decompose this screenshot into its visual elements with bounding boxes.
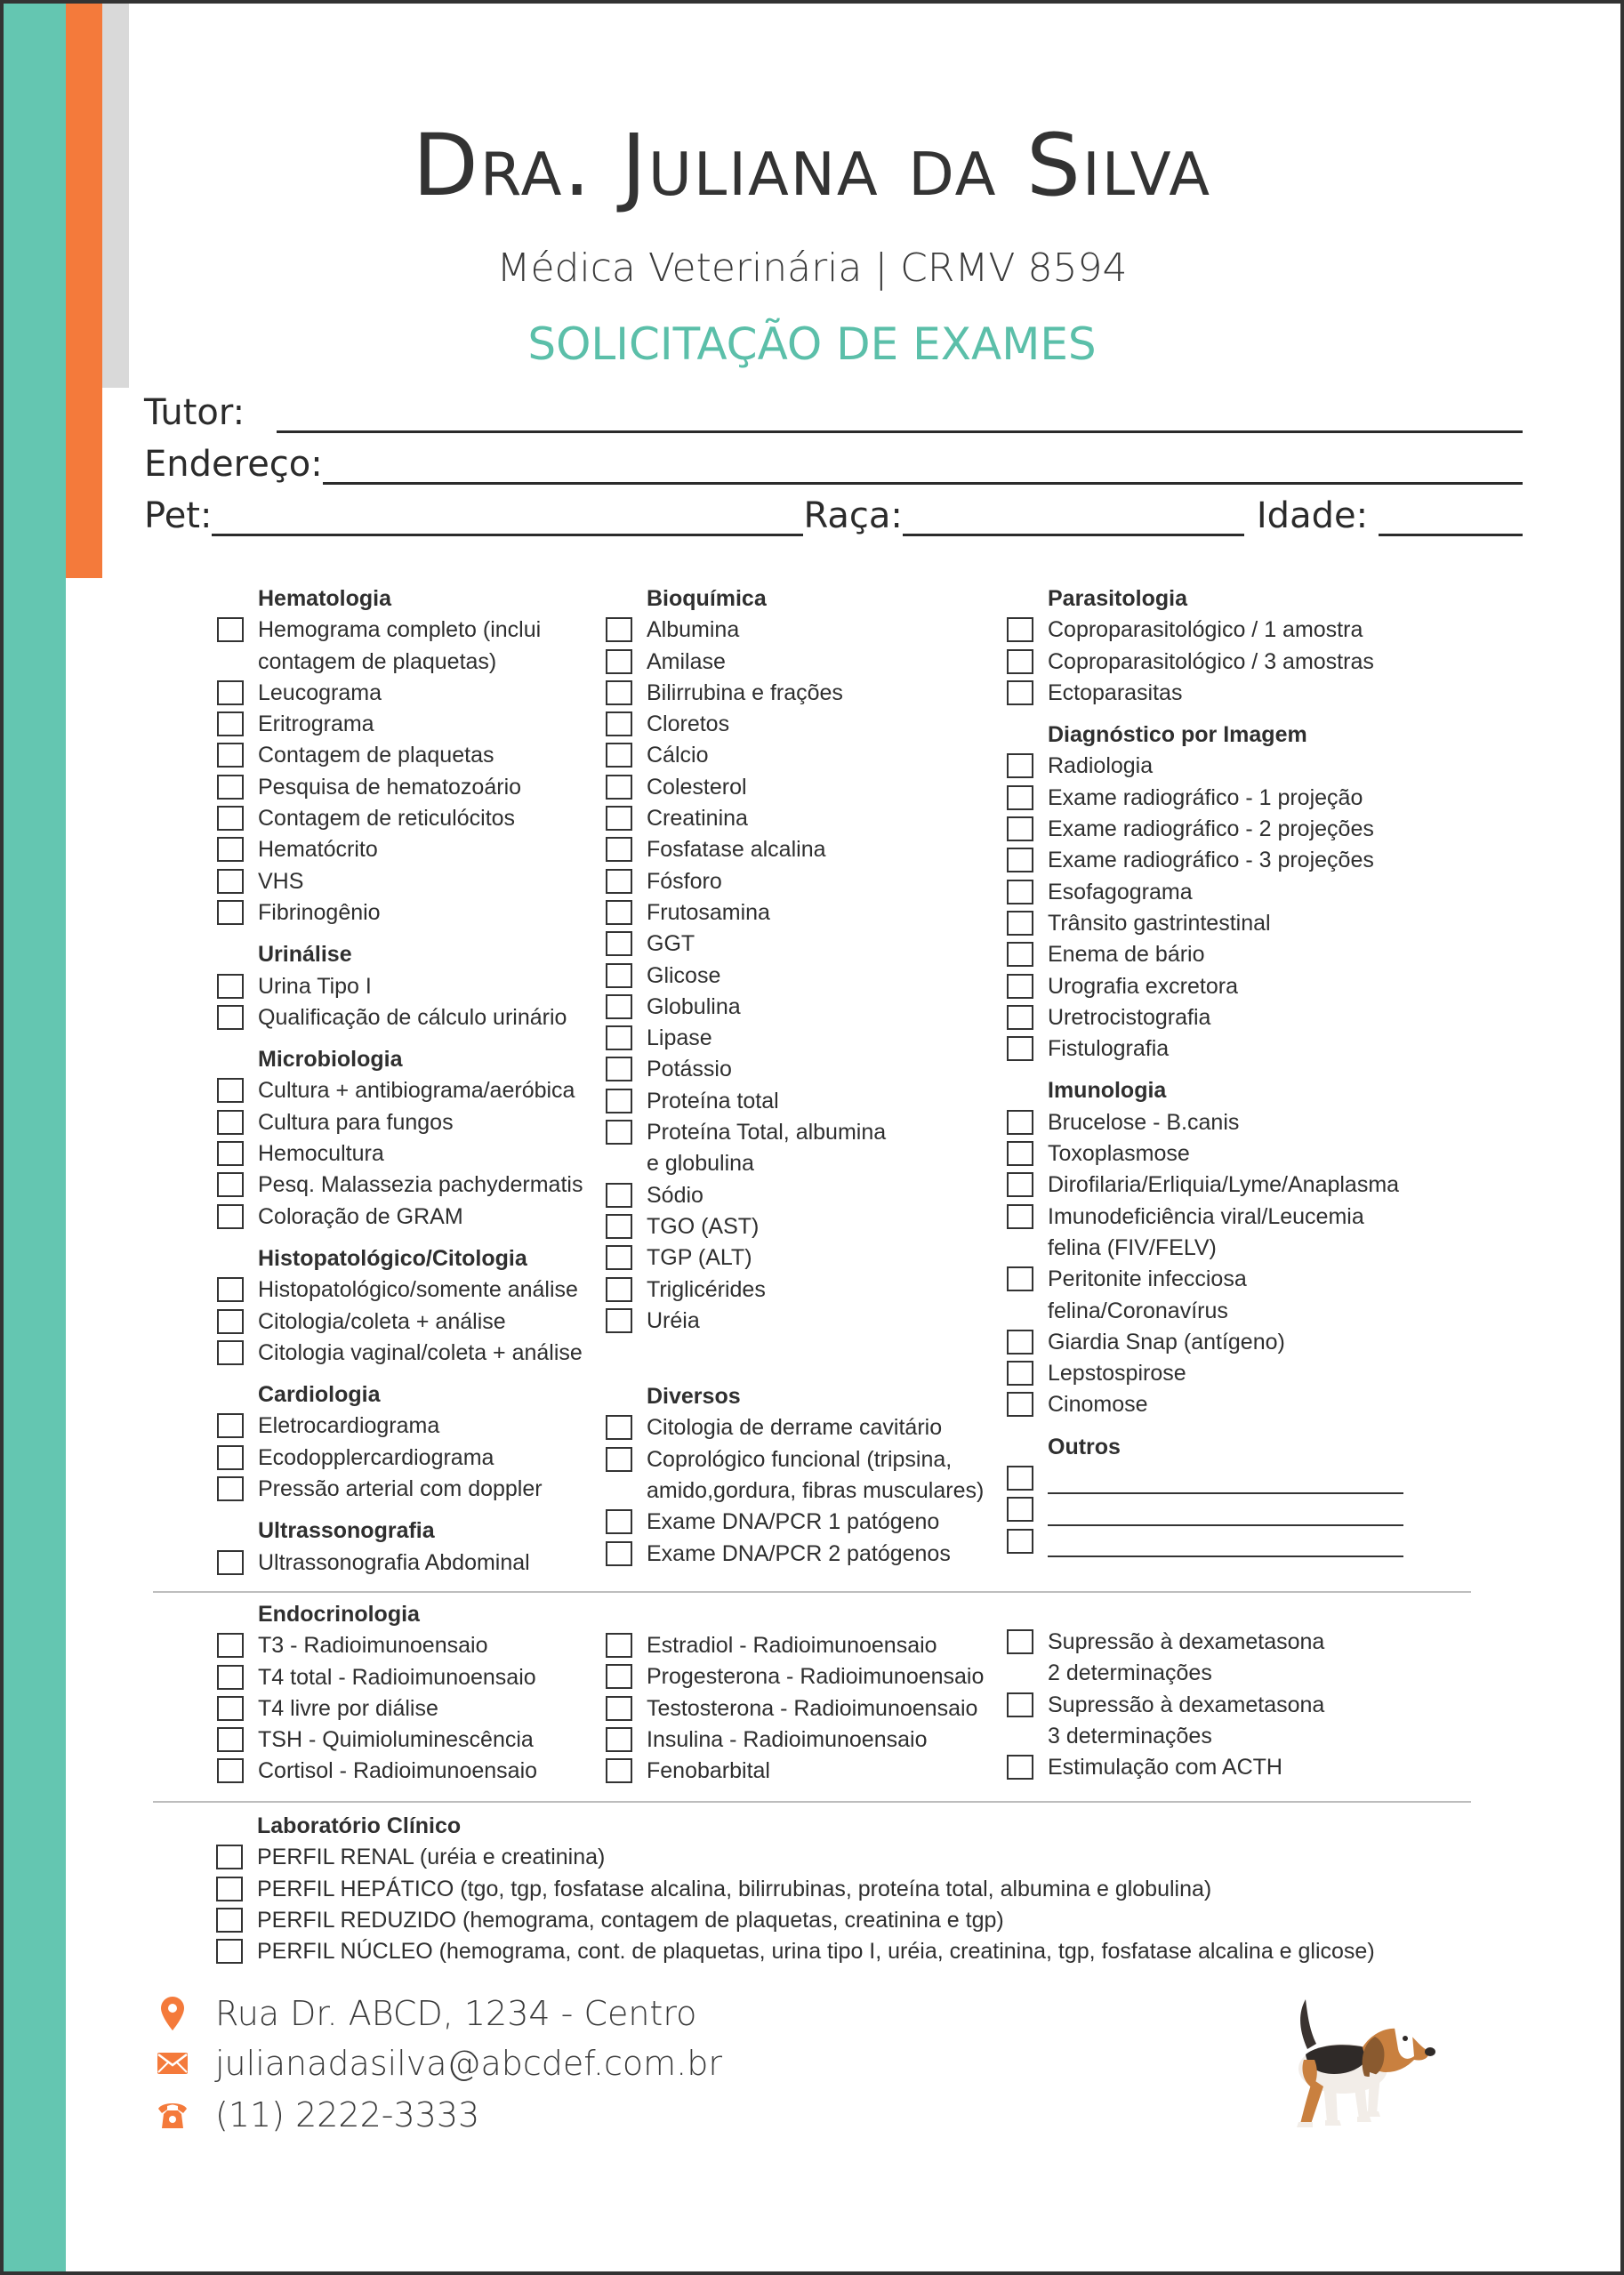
checkbox[interactable] xyxy=(606,711,632,736)
checklist-item: Imunodeficiência viral/Leucemia xyxy=(1007,1202,1469,1233)
column-3 xyxy=(1007,583,1469,1557)
checkbox[interactable] xyxy=(606,1509,632,1534)
checkbox[interactable] xyxy=(1007,1266,1033,1291)
column-1 xyxy=(217,583,599,1579)
checkbox[interactable] xyxy=(1007,680,1033,705)
checklist-item: Colesterol xyxy=(606,772,997,803)
checklist-item: Glicose xyxy=(606,961,997,992)
checklist-item: Hemocultura xyxy=(217,1138,599,1170)
checkbox[interactable] xyxy=(606,931,632,956)
blank-line[interactable] xyxy=(1048,1531,1403,1557)
checkbox[interactable] xyxy=(606,837,632,862)
checklist-item: Fibrinogênio xyxy=(217,897,599,928)
doctor-credentials: Médica Veterinária | CRMV 8594 xyxy=(496,245,1128,291)
checkbox[interactable] xyxy=(606,1057,632,1081)
checklist-item: Exame DNA/PCR 2 patógenos xyxy=(606,1539,997,1570)
checklist-item: Uréia xyxy=(606,1306,997,1337)
checkbox[interactable] xyxy=(1007,1005,1033,1030)
checklist-item: Hematócrito xyxy=(217,834,599,865)
checklist-item: Histopatológico/somente análise xyxy=(217,1274,599,1306)
checkbox[interactable] xyxy=(217,1309,244,1334)
location-pin-icon xyxy=(157,1996,189,2031)
section-title: Diversos xyxy=(647,1384,741,1410)
checklist-item: Citologia/coleta + análise xyxy=(217,1306,599,1338)
checklist-item: Progesterona - Radioimunoensaio xyxy=(606,1661,997,1692)
checkbox[interactable] xyxy=(217,1633,244,1658)
checkbox[interactable] xyxy=(606,1089,632,1113)
checkbox[interactable] xyxy=(217,900,244,925)
checkbox[interactable] xyxy=(606,869,632,894)
checklist-item-continued: e globulina xyxy=(647,1151,754,1177)
address-field xyxy=(144,443,1523,485)
checklist-item: PERFIL REDUZIDO (hemograma, contagem de plaquetas, creatinina e tgp) xyxy=(216,1905,1515,1936)
checklist-item: Albumina xyxy=(606,615,997,646)
checklist-item: PERFIL RENAL (uréia e creatinina) xyxy=(216,1842,1515,1873)
phone-text[interactable]: (11) 2222-3333 xyxy=(215,2095,480,2134)
checklist-item: Citologia vaginal/coleta + análise xyxy=(217,1338,599,1369)
checklist-item: Dirofilaria/Erliquia/Lyme/Anaplasma xyxy=(1007,1170,1469,1201)
checklist-item: Peritonite infecciosa xyxy=(1007,1264,1469,1295)
teal-side-bar xyxy=(4,4,66,2271)
doctor-name: Dra. Juliana da Silva xyxy=(412,116,1212,215)
other-blank-item xyxy=(1007,1494,1469,1525)
checkbox[interactable] xyxy=(606,1541,632,1566)
checkbox[interactable] xyxy=(606,775,632,800)
checkbox[interactable] xyxy=(217,1172,244,1197)
checkbox[interactable] xyxy=(1007,880,1033,904)
checkbox[interactable] xyxy=(217,1110,244,1135)
checkbox[interactable] xyxy=(217,1696,244,1721)
checklist-item: Fosfatase alcalina xyxy=(606,834,997,865)
checklist-item: Globulina xyxy=(606,992,997,1023)
section-title: Ultrassonografia xyxy=(258,1518,435,1544)
checklist-item: Esofagograma xyxy=(1007,877,1469,908)
checklist-item: Toxoplasmose xyxy=(1007,1138,1469,1170)
blank-line[interactable] xyxy=(1048,1499,1403,1526)
checklist-item: TGP (ALT) xyxy=(606,1242,997,1274)
checkbox[interactable] xyxy=(1007,816,1033,841)
checklist-item: Cloretos xyxy=(606,709,997,740)
checkbox[interactable] xyxy=(217,1141,244,1166)
checklist-item: Insulina - Radioimunoensaio xyxy=(606,1724,997,1756)
form-heading: SOLICITAÇÃO DE EXAMES xyxy=(527,318,1097,370)
checklist-item: TSH - Quimioluminescência xyxy=(217,1724,599,1756)
checkbox[interactable] xyxy=(216,1845,243,1869)
endocrinology-col-1 xyxy=(217,1599,599,1788)
checkbox[interactable] xyxy=(606,1183,632,1208)
checkbox[interactable] xyxy=(217,837,244,862)
checklist-item: Sódio xyxy=(606,1180,997,1211)
checkbox[interactable] xyxy=(606,1664,632,1689)
checklist-item-continued: felina/Coronavírus xyxy=(1048,1298,1228,1323)
checkbox[interactable] xyxy=(217,1758,244,1783)
contact-email xyxy=(157,2044,722,2083)
checklist-item-continued: 3 determinações xyxy=(1048,1723,1212,1748)
checkbox[interactable] xyxy=(606,1696,632,1721)
checklist-item: Proteína total xyxy=(606,1086,997,1117)
address-label: Endereço: xyxy=(144,444,323,485)
checklist-item: Pressão arterial com doppler xyxy=(217,1474,599,1505)
checklist-item: Fenobarbital xyxy=(606,1756,997,1787)
checklist-item: Qualificação de cálculo urinário xyxy=(217,1002,599,1033)
tutor-label: Tutor: xyxy=(144,392,245,433)
column-2 xyxy=(606,583,997,1570)
checklist-item: Fistulografia xyxy=(1007,1033,1469,1065)
checklist-item: Exame radiográfico - 2 projeções xyxy=(1007,814,1469,845)
checklist-item: Estradiol - Radioimunoensaio xyxy=(606,1630,997,1661)
section-title: Laboratório Clínico xyxy=(257,1813,462,1838)
checklist-item: Contagem de reticulócitos xyxy=(217,803,599,834)
checklist-item: Triglicérides xyxy=(606,1274,997,1306)
checkbox[interactable] xyxy=(217,1078,244,1103)
checklist-item-continued: contagem de plaquetas) xyxy=(258,648,497,674)
checkbox[interactable] xyxy=(1007,1529,1033,1554)
checklist-item: Exame radiográfico - 3 projeções xyxy=(1007,845,1469,876)
checklist-item: Trânsito gastrintestinal xyxy=(1007,908,1469,939)
checkbox[interactable] xyxy=(606,1415,632,1440)
checklist-item: Cortisol - Radioimunoensaio xyxy=(217,1756,599,1787)
checklist-item: Cultura para fungos xyxy=(217,1107,599,1138)
checkbox[interactable] xyxy=(606,1727,632,1752)
checkbox[interactable] xyxy=(606,1308,632,1333)
checklist-item: Uretrocistografia xyxy=(1007,1002,1469,1033)
checklist-item: GGT xyxy=(606,928,997,960)
section-title: Outros xyxy=(1048,1434,1121,1459)
checklist-item: Exame DNA/PCR 1 patógeno xyxy=(606,1507,997,1538)
endocrinology-col-2 xyxy=(606,1630,997,1787)
checklist-item: Enema de bário xyxy=(1007,939,1469,970)
checkbox[interactable] xyxy=(606,1277,632,1302)
checkbox[interactable] xyxy=(217,711,244,736)
pet-line[interactable] xyxy=(212,494,803,536)
checklist-item: Amilase xyxy=(606,647,997,678)
checkbox[interactable] xyxy=(217,1005,244,1030)
checklist-item: T4 livre por diálise xyxy=(217,1693,599,1724)
tutor-line[interactable] xyxy=(277,391,1523,433)
checkbox[interactable] xyxy=(1007,1204,1033,1229)
age-line[interactable] xyxy=(1379,494,1523,536)
checkbox[interactable] xyxy=(1007,942,1033,967)
contact-phone xyxy=(157,2095,479,2134)
checkbox[interactable] xyxy=(216,1939,243,1964)
checkbox[interactable] xyxy=(1007,974,1033,999)
checklist-item: VHS xyxy=(217,866,599,897)
checkbox[interactable] xyxy=(1007,1361,1033,1386)
checkbox[interactable] xyxy=(606,1214,632,1239)
section-title: Imunologia xyxy=(1048,1078,1167,1104)
checklist-item: Giardia Snap (antígeno) xyxy=(1007,1327,1469,1358)
address-line[interactable] xyxy=(323,443,1523,485)
checklist-item: Cinomose xyxy=(1007,1389,1469,1420)
checkbox[interactable] xyxy=(1007,649,1033,674)
checkbox[interactable] xyxy=(1007,1692,1033,1717)
checkbox[interactable] xyxy=(606,1245,632,1270)
checklist-item: Proteína Total, albumina xyxy=(606,1117,997,1148)
checklist-item: Creatinina xyxy=(606,803,997,834)
checklist-item: Coloração de GRAM xyxy=(217,1202,599,1233)
checkbox[interactable] xyxy=(606,1025,632,1050)
checkbox[interactable] xyxy=(217,1445,244,1470)
checkbox[interactable] xyxy=(606,1633,632,1658)
checklist-item: Potássio xyxy=(606,1054,997,1085)
checkbox[interactable] xyxy=(217,1727,244,1752)
section-title: Histopatológico/Citologia xyxy=(258,1245,527,1271)
checkbox[interactable] xyxy=(1007,1497,1033,1522)
checkbox[interactable] xyxy=(1007,1036,1033,1061)
checkbox[interactable] xyxy=(1007,785,1033,810)
checkbox[interactable] xyxy=(1007,848,1033,872)
checklist-item: Brucelose - B.canis xyxy=(1007,1107,1469,1138)
checkbox[interactable] xyxy=(1007,911,1033,936)
checklist-item: Coproparasitológico / 3 amostras xyxy=(1007,647,1469,678)
checklist-item: Cultura + antibiograma/aeróbica xyxy=(217,1075,599,1106)
checklist-item: Eritrograma xyxy=(217,709,599,740)
checklist-item-continued: amido,gordura, fibras musculares) xyxy=(647,1478,985,1504)
section-title: Parasitologia xyxy=(1048,586,1187,611)
checkbox[interactable] xyxy=(606,1447,632,1472)
checkbox[interactable] xyxy=(1007,617,1033,642)
phone-icon xyxy=(157,2097,189,2133)
checklist-item: Urina Tipo I xyxy=(217,971,599,1002)
checkbox[interactable] xyxy=(217,1413,244,1438)
checklist-item: Pesquisa de hematozoário xyxy=(217,772,599,803)
checklist-item: Coproparasitológico / 1 amostra xyxy=(1007,615,1469,646)
checkbox[interactable] xyxy=(217,806,244,831)
checklist-item: Leucograma xyxy=(217,678,599,709)
checkbox[interactable] xyxy=(606,1758,632,1783)
checkbox[interactable] xyxy=(217,680,244,705)
breed-line[interactable] xyxy=(903,494,1244,536)
checkbox[interactable] xyxy=(1007,1330,1033,1355)
checkbox[interactable] xyxy=(217,1665,244,1690)
checklist-item: Fósforo xyxy=(606,866,997,897)
checkbox[interactable] xyxy=(1007,1466,1033,1491)
checkbox[interactable] xyxy=(1007,753,1033,778)
checkbox[interactable] xyxy=(1007,1172,1033,1197)
pet-field xyxy=(144,494,1523,536)
checklist-item: PERFIL NÚCLEO (hemograma, cont. de plaquetas, urina tipo I, uréia, creatinina, tgp, fosfatase alcalina e glicose) xyxy=(216,1936,1515,1967)
divider xyxy=(153,1801,1471,1803)
other-blank-item xyxy=(1007,1526,1469,1557)
checklist-item: T3 - Radioimunoensaio xyxy=(217,1630,599,1661)
orange-side-bar xyxy=(66,4,102,578)
section-title: Hematologia xyxy=(258,586,392,611)
endocrinology-col-3 xyxy=(1007,1627,1469,1783)
age-label: Idade: xyxy=(1256,495,1369,536)
checklist-item: Ectoparasitas xyxy=(1007,678,1469,709)
breed-label: Raça: xyxy=(803,495,903,536)
section-title: Cardiologia xyxy=(258,1382,381,1408)
checkbox[interactable] xyxy=(217,1204,244,1229)
checklist-item-continued: 2 determinações xyxy=(1048,1660,1212,1686)
checkbox[interactable] xyxy=(606,649,632,674)
checkbox[interactable] xyxy=(606,680,632,705)
address-text: Rua Dr. ABCD, 1234 - Centro xyxy=(215,1994,697,2033)
blank-line[interactable] xyxy=(1048,1467,1403,1494)
checklist-item: Eletrocardiograma xyxy=(217,1411,599,1442)
checklist-item: PERFIL HEPÁTICO (tgo, tgp, fosfatase alcalina, bilirrubinas, proteína total, albumina e globulina) xyxy=(216,1874,1515,1905)
checkbox[interactable] xyxy=(1007,1629,1033,1654)
envelope-icon xyxy=(157,2046,189,2081)
checkbox[interactable] xyxy=(217,1476,244,1501)
checklist-item: Cálcio xyxy=(606,740,997,771)
tutor-field xyxy=(144,391,1523,433)
checkbox[interactable] xyxy=(1007,1141,1033,1166)
checklist-item: Coprológico funcional (tripsina, xyxy=(606,1444,997,1475)
checkbox[interactable] xyxy=(1007,1110,1033,1135)
checklist-item: Frutosamina xyxy=(606,897,997,928)
checkbox[interactable] xyxy=(217,1340,244,1365)
section-title: Microbiologia xyxy=(258,1047,403,1073)
checklist-item: Ultrassonografia Abdominal xyxy=(217,1547,599,1579)
checklist-item: T4 total - Radioimunoensaio xyxy=(217,1662,599,1693)
checklist-item: Lepstospirose xyxy=(1007,1358,1469,1389)
checklist-item: Ecodopplercardiograma xyxy=(217,1443,599,1474)
clinical-lab-section xyxy=(216,1811,1515,1967)
checkbox[interactable] xyxy=(216,1908,243,1933)
section-title: Bioquímica xyxy=(647,586,767,611)
checklist-item: Lipase xyxy=(606,1023,997,1054)
checkbox[interactable] xyxy=(1007,1392,1033,1417)
checklist-item: Contagem de plaquetas xyxy=(217,740,599,771)
checklist-item: Testosterona - Radioimunoensaio xyxy=(606,1693,997,1724)
checklist-item: Estimulação com ACTH xyxy=(1007,1752,1469,1783)
contact-address xyxy=(157,1994,696,2033)
checklist-item-continued: felina (FIV/FELV) xyxy=(1048,1234,1217,1260)
pet-label: Pet: xyxy=(144,495,213,536)
checklist-item: Citologia de derrame cavitário xyxy=(606,1412,997,1443)
gray-side-bar xyxy=(102,4,129,388)
checklist-item: Radiologia xyxy=(1007,751,1469,782)
checklist-item: Urografia excretora xyxy=(1007,971,1469,1002)
checkbox[interactable] xyxy=(606,994,632,1019)
checklist-item: Bilirrubina e frações xyxy=(606,678,997,709)
checkbox[interactable] xyxy=(217,869,244,894)
checkbox[interactable] xyxy=(606,806,632,831)
checklist-item: Hemograma completo (inclui xyxy=(217,615,599,646)
checklist-item: Pesq. Malassezia pachydermatis xyxy=(217,1170,599,1201)
checkbox[interactable] xyxy=(216,1877,243,1901)
checkbox[interactable] xyxy=(217,743,244,768)
section-title: Diagnóstico por Imagem xyxy=(1048,722,1307,748)
checklist-item: Supressão à dexametasona xyxy=(1007,1627,1469,1658)
beagle-dog-illustration xyxy=(1265,1998,1443,2140)
email-text[interactable]: julianadasilva@abcdef.com.br xyxy=(215,2044,722,2083)
section-title: Urinálise xyxy=(258,942,352,968)
checklist-item: Supressão à dexametasona xyxy=(1007,1690,1469,1721)
checklist-item: TGO (AST) xyxy=(606,1211,997,1242)
checkbox[interactable] xyxy=(1007,1755,1033,1780)
divider xyxy=(153,1591,1471,1593)
checkbox[interactable] xyxy=(217,1550,244,1575)
other-blank-item xyxy=(1007,1463,1469,1494)
checkbox[interactable] xyxy=(217,1277,244,1302)
checkbox[interactable] xyxy=(217,974,244,999)
checkbox[interactable] xyxy=(606,743,632,768)
checkbox[interactable] xyxy=(606,1120,632,1145)
checkbox[interactable] xyxy=(217,775,244,800)
checkbox[interactable] xyxy=(606,900,632,925)
checklist-item: Exame radiográfico - 1 projeção xyxy=(1007,783,1469,814)
checkbox[interactable] xyxy=(217,617,244,642)
checkbox[interactable] xyxy=(606,963,632,988)
checkbox[interactable] xyxy=(606,617,632,642)
section-title: Endocrinologia xyxy=(258,1602,420,1627)
